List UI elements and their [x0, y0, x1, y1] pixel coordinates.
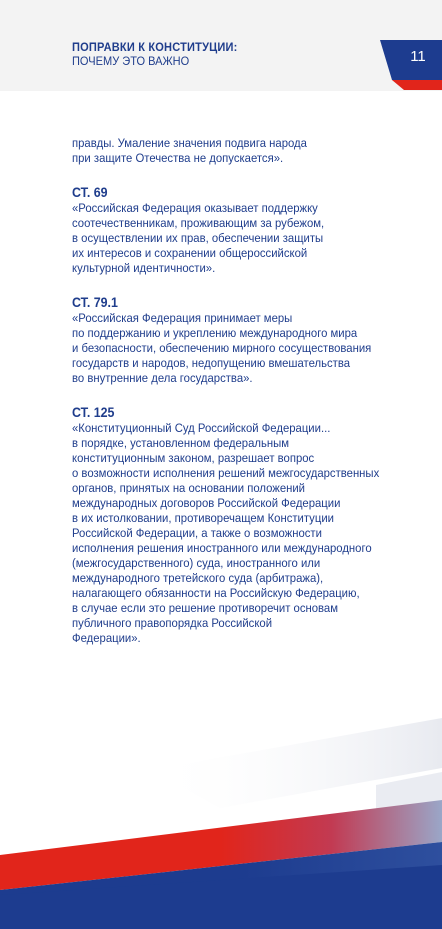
page-number: 11 [410, 48, 426, 65]
article-heading: СТ. 125 [72, 405, 115, 420]
header-title: ПОПРАВКИ К КОНСТИТУЦИИ: [72, 40, 238, 54]
section-article-79-1 [72, 295, 394, 386]
article-text: «Конституционный Суд Российской Федерации... в порядке, установленном федеральным конституционным законом, разрешает вопрос о возможности исполнения решений межгосударственных органов, принятых на основании положений международных договоров Российской Федерации в их истолковании, противоречащем Конституции Российской Федерации, а также о возможности исполнения решения иностранного или международного (межгосударственного) суда, иностранного или международного третейского суда (арбитража), налагающего обязанности на Российскую Федерацию, в случае если это решение противоречит основам публичного правопорядка Российской Федерации». [72, 421, 380, 645]
intro-text: правды. Умаление значения подвига народа при защите Отечества не допускается». [72, 136, 307, 165]
page-number-badge [0, 0, 442, 91]
section-article-125 [72, 405, 394, 646]
page-content [72, 136, 394, 646]
header-subtitle: ПОЧЕМУ ЭТО ВАЖНО [72, 54, 190, 68]
article-heading: СТ. 69 [72, 185, 108, 200]
flag-stripes-decoration [0, 690, 442, 929]
section-article-69 [72, 185, 394, 276]
article-text: «Российская Федерация оказывает поддержку соотечественникам, проживающим за рубежом, в осуществлении их прав, обеспечении защиты их интересов и сохранении общероссийской культурной идентичности». [72, 201, 325, 275]
article-heading: СТ. 79.1 [72, 295, 118, 310]
article-text: «Российская Федерация принимает меры по поддержанию и укреплению международного мира и безопасности, обеспечению мирного сосуществования государств и народов, недопущению вмешательства во внутренние дела государства». [72, 311, 372, 385]
